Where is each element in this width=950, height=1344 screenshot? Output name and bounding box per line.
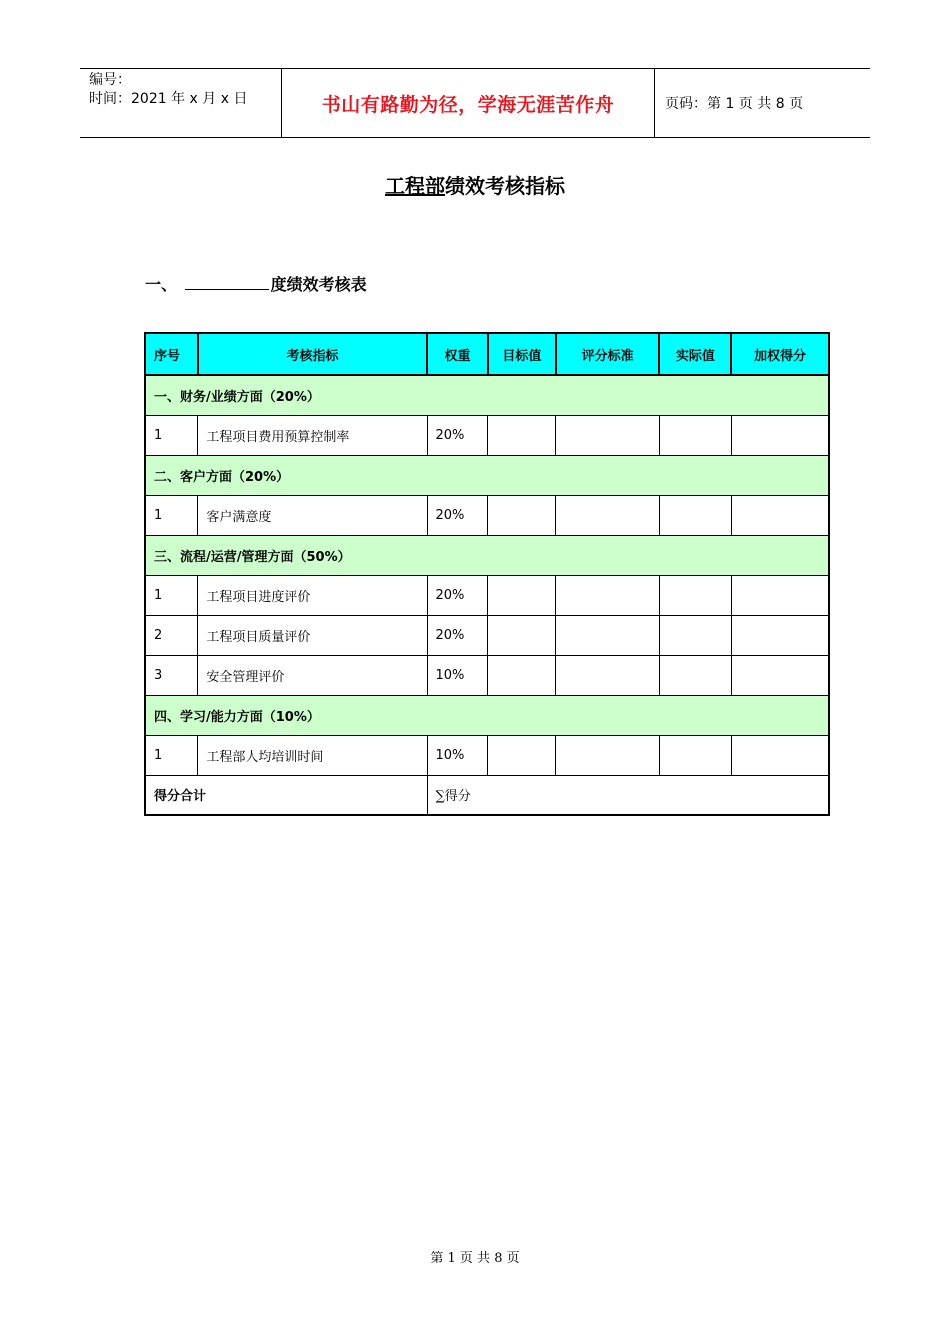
row-criteria-cell[interactable] (556, 495, 660, 535)
row-score-cell[interactable] (731, 615, 829, 655)
motto-text: 书山有路勤为径，学海无涯苦作舟 (321, 93, 615, 116)
row-score-cell[interactable] (731, 655, 829, 695)
row-target-cell[interactable] (488, 655, 556, 695)
table-row (145, 575, 829, 615)
row-criteria-cell[interactable] (556, 655, 660, 695)
row-actual-cell[interactable] (659, 575, 731, 615)
row-weight: 10% (427, 655, 488, 695)
category-process: 三、流程/运营/管理方面（50%） (145, 535, 829, 575)
col-header-weighted-score: 加权得分 (731, 333, 829, 375)
header-meta (80, 69, 282, 137)
row-weight: 20% (427, 415, 488, 455)
col-header-weight: 权重 (427, 333, 488, 375)
category-row (145, 455, 829, 495)
row-weight: 10% (427, 735, 488, 775)
header-page-info (655, 69, 870, 137)
category-customer: 二、客户方面（20%） (145, 455, 829, 495)
total-row (145, 775, 829, 815)
row-score-cell[interactable] (731, 735, 829, 775)
section-prefix: 一、 (145, 275, 178, 294)
row-no: 2 (145, 615, 198, 655)
page-header (80, 68, 870, 138)
total-value: ∑得分 (427, 775, 829, 815)
row-target-cell[interactable] (488, 615, 556, 655)
row-actual-cell[interactable] (659, 495, 731, 535)
row-weight: 20% (427, 575, 488, 615)
row-indicator: 安全管理评价 (198, 655, 427, 695)
row-indicator: 工程部人均培训时间 (198, 735, 427, 775)
row-score-cell[interactable] (731, 495, 829, 535)
total-label: 得分合计 (145, 775, 427, 815)
row-weight: 20% (427, 615, 488, 655)
time-label: 时间：2021 年 x 月 x 日 (89, 91, 248, 107)
year-blank (185, 275, 269, 290)
row-no: 1 (145, 495, 198, 535)
col-header-actual: 实际值 (659, 333, 731, 375)
row-criteria-cell[interactable] (556, 415, 660, 455)
row-actual-cell[interactable] (659, 615, 731, 655)
row-no: 1 (145, 575, 198, 615)
document-title (0, 170, 950, 199)
row-no: 3 (145, 655, 198, 695)
row-target-cell[interactable] (488, 735, 556, 775)
row-criteria-cell[interactable] (556, 735, 660, 775)
row-indicator: 工程项目进度评价 (198, 575, 427, 615)
section-heading (145, 272, 367, 295)
category-row (145, 375, 829, 415)
row-criteria-cell[interactable] (556, 575, 660, 615)
category-learning: 四、学习/能力方面（10%） (145, 695, 829, 735)
title-department: 工程部 (385, 174, 445, 198)
category-row (145, 695, 829, 735)
col-header-indicator: 考核指标 (198, 333, 427, 375)
row-score-cell[interactable] (731, 415, 829, 455)
row-indicator: 客户满意度 (198, 495, 427, 535)
title-rest: 绩效考核指标 (445, 174, 565, 198)
table-header-row (145, 333, 829, 375)
table-row (145, 495, 829, 535)
row-criteria-cell[interactable] (556, 615, 660, 655)
row-target-cell[interactable] (488, 495, 556, 535)
row-target-cell[interactable] (488, 575, 556, 615)
row-no: 1 (145, 735, 198, 775)
table-row (145, 735, 829, 775)
col-header-no: 序号 (145, 333, 198, 375)
col-header-criteria: 评分标准 (556, 333, 660, 375)
kpi-table (144, 332, 830, 816)
table-row (145, 655, 829, 695)
header-motto (282, 69, 655, 137)
section-suffix: 度绩效考核表 (270, 275, 367, 294)
table-row (145, 615, 829, 655)
row-score-cell[interactable] (731, 575, 829, 615)
row-actual-cell[interactable] (659, 655, 731, 695)
category-row (145, 535, 829, 575)
row-actual-cell[interactable] (659, 415, 731, 455)
row-weight: 20% (427, 495, 488, 535)
row-indicator: 工程项目费用预算控制率 (198, 415, 427, 455)
page-footer: 第 1 页 共 8 页 (430, 1251, 520, 1266)
row-no: 1 (145, 415, 198, 455)
category-finance: 一、财务/业绩方面（20%） (145, 375, 829, 415)
page-info-text: 页码：第 1 页 共 8 页 (665, 96, 804, 112)
row-indicator: 工程项目质量评价 (198, 615, 427, 655)
number-label: 编号： (89, 72, 131, 88)
col-header-target: 目标值 (488, 333, 556, 375)
row-actual-cell[interactable] (659, 735, 731, 775)
row-target-cell[interactable] (488, 415, 556, 455)
table-row (145, 415, 829, 455)
